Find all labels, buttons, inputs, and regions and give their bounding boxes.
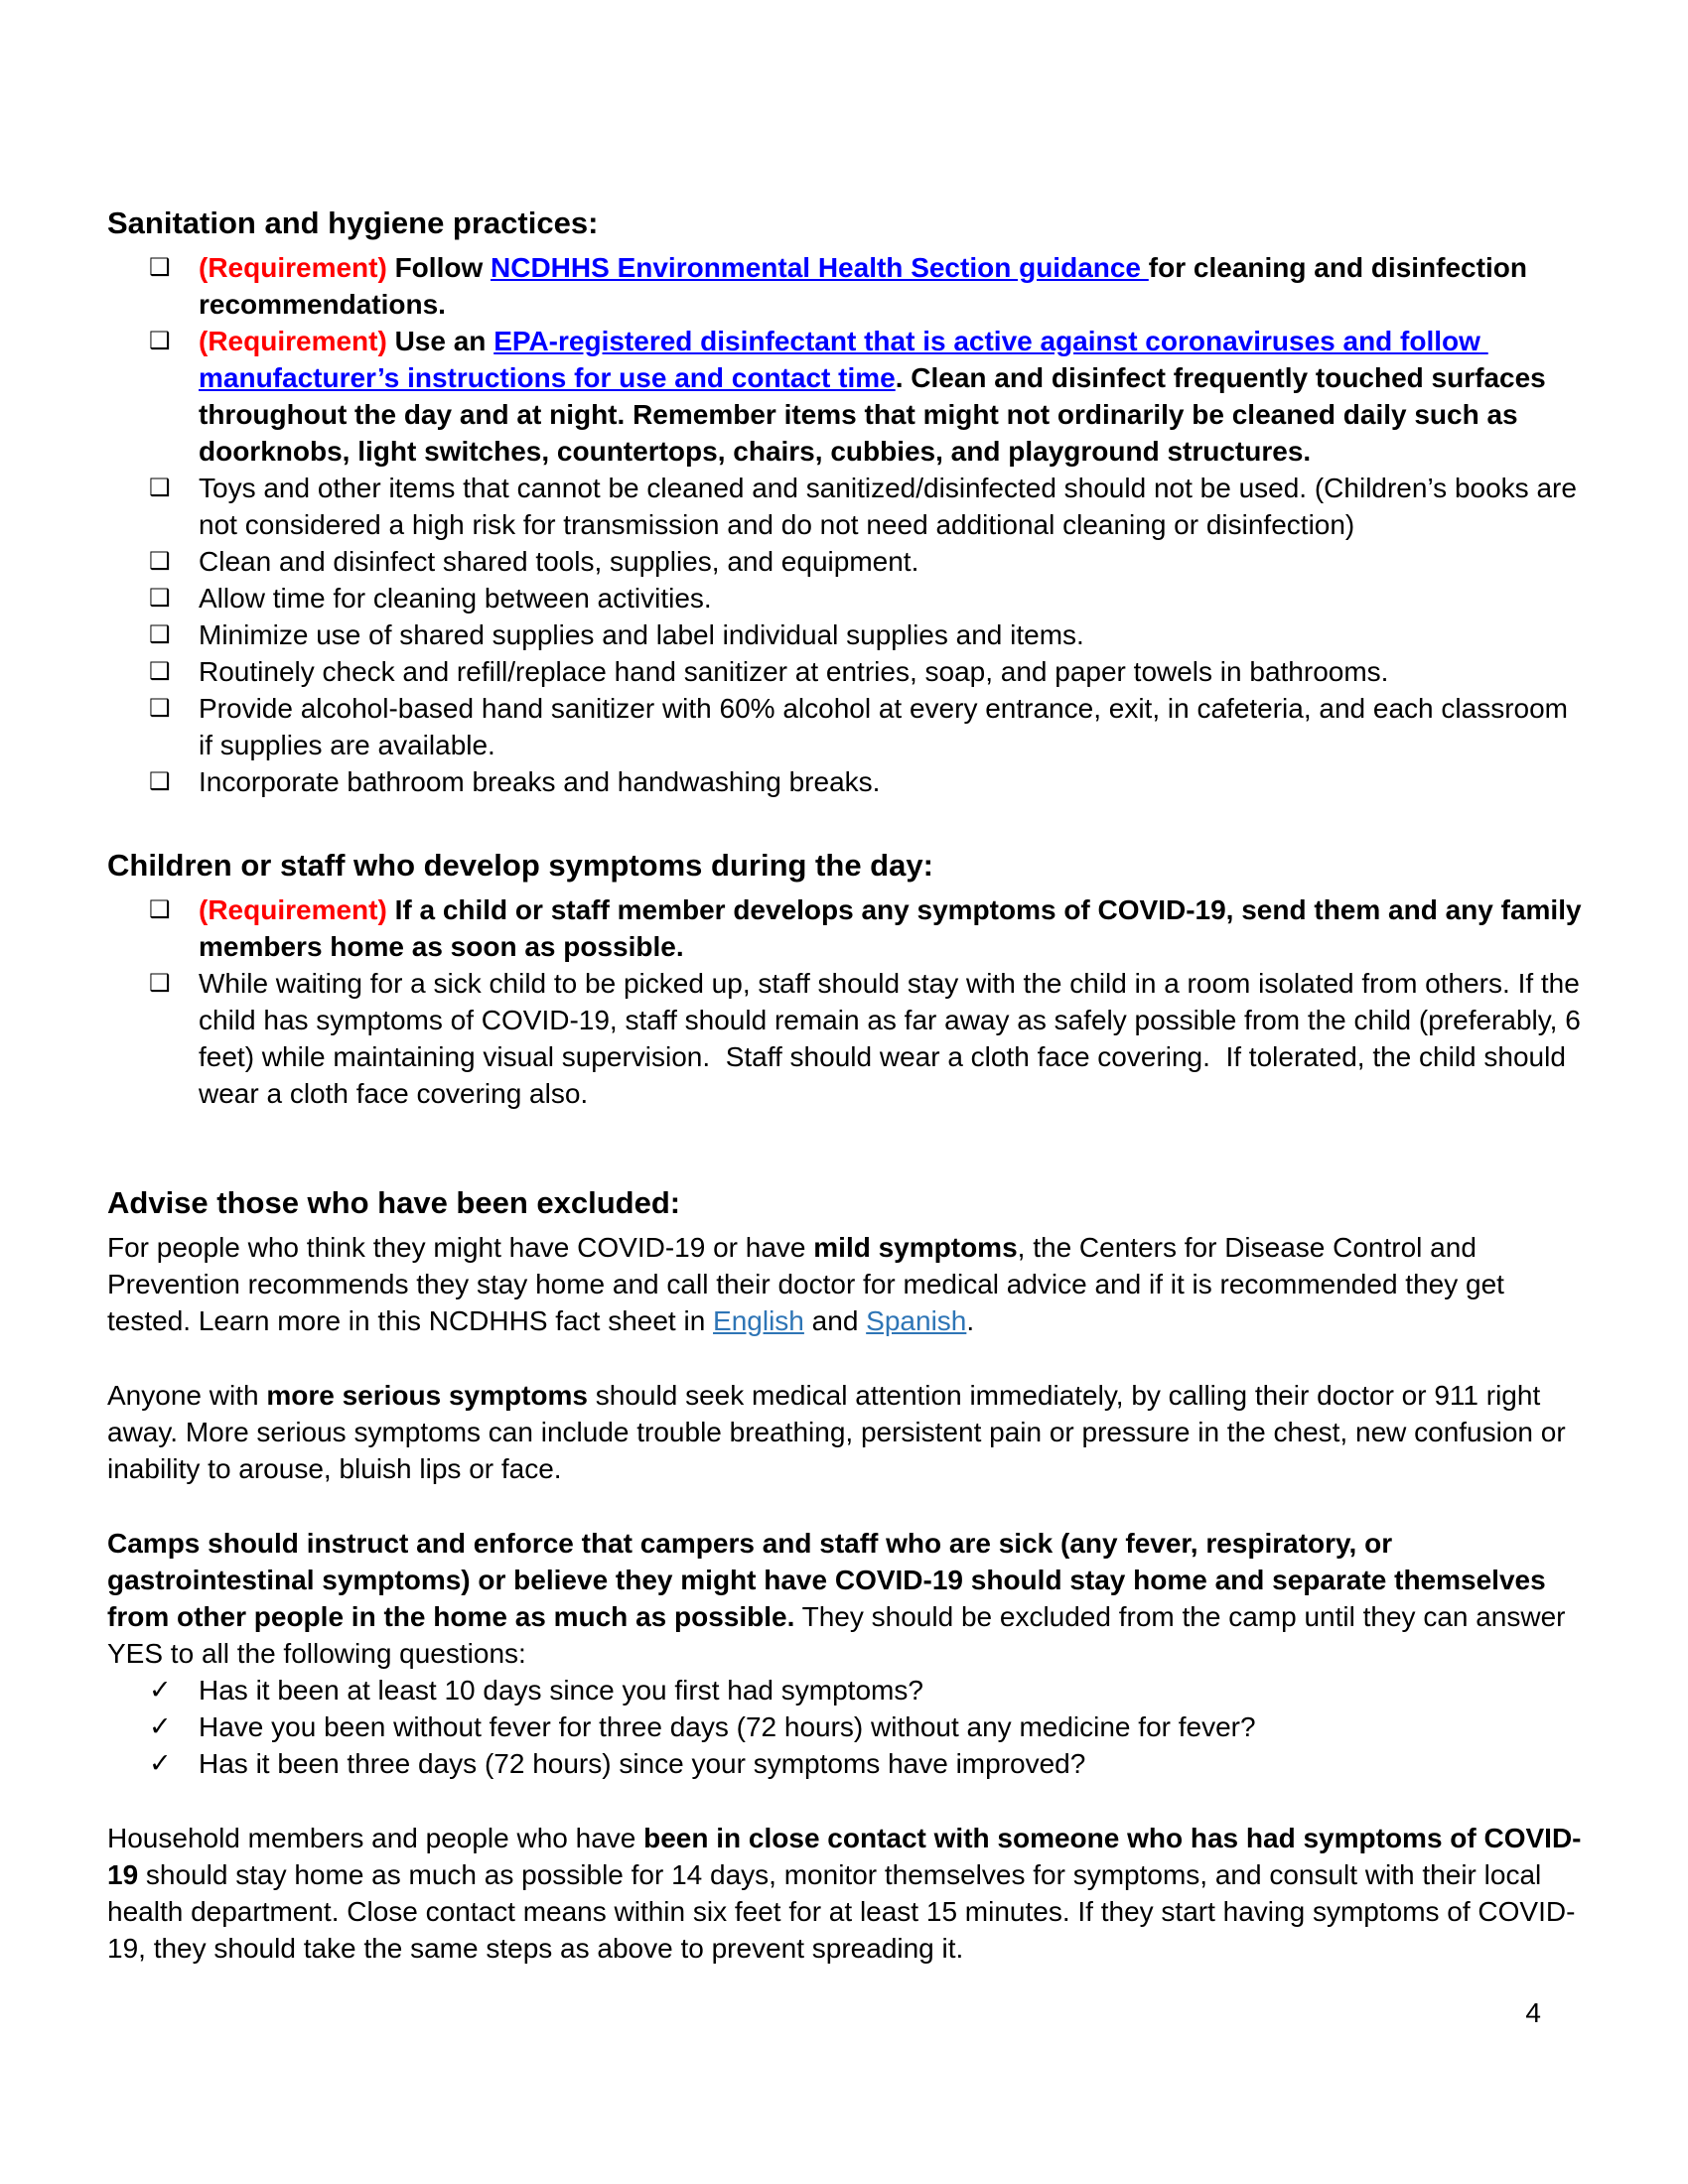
checkbox-icon: ❑ [149, 895, 171, 923]
list-item-text [199, 580, 1584, 616]
serious-symptoms-paragraph [107, 1377, 1584, 1487]
list-item [107, 470, 1584, 543]
list-item-text [199, 763, 1584, 800]
checkbox-icon: ❑ [149, 327, 171, 354]
text-segment: They should be excluded from the camp until they can answer YES to all the following questions: [107, 1601, 1573, 1669]
list-item-text [199, 690, 1584, 763]
text-segment: (Requirement) [199, 894, 395, 925]
text-segment: Toys and other items that cannot be cleaned and sanitized/disinfected should not be used. (Children’s books are not considered a high risk for transmission and do not need additional cleaning or disinfection) [199, 473, 1585, 540]
checkbox-icon: ❑ [149, 547, 171, 575]
text-segment: Has it been at least 10 days since you first had symptoms? [199, 1675, 923, 1706]
checkmark-icon: ✓ [149, 1748, 172, 1779]
symptoms-bullet-list [107, 891, 1590, 1112]
list-item-text [199, 891, 1590, 965]
checkbox-icon: ❑ [149, 253, 171, 281]
list-item-text [199, 653, 1584, 690]
checkbox-icon: ❑ [149, 620, 171, 648]
text-segment: Follow [394, 252, 492, 283]
checkmark-icon: ✓ [149, 1675, 172, 1706]
text-segment: more serious symptoms [266, 1380, 588, 1411]
checkbox-icon: ❑ [149, 474, 171, 501]
list-item-text [199, 543, 1584, 580]
text-segment: Have you been without fever for three days (72 hours) without any medicine for fever? [199, 1711, 1256, 1742]
sanitation-heading: Sanitation and hygiene practices: [107, 205, 599, 240]
list-item-text [199, 1672, 1584, 1708]
sanitation-bullet-list [107, 249, 1584, 800]
list-item [107, 965, 1589, 1112]
hyperlink[interactable]: NCDHHS Environmental Health Section guidance [491, 252, 1149, 283]
camps-instruct-paragraph [107, 1525, 1584, 1672]
list-item-text [199, 1708, 1584, 1745]
list-item-text [199, 249, 1584, 323]
text-segment: Routinely check and refill/replace hand sanitizer at entries, soap, and paper towels in bathrooms. [199, 656, 1389, 687]
mild-symptoms-paragraph [107, 1229, 1584, 1339]
text-segment: (Requirement) [199, 252, 395, 283]
list-item [107, 1745, 1584, 1782]
text-segment: should stay home as much as possible for 14 days, monitor themselves for symptoms, and consult with their local health department. Close contact means within six feet for at least 15 minutes. If they start having symptoms of COVID-19, they should take the same steps as above to prevent spreading it. [107, 1859, 1576, 1964]
list-item [107, 323, 1584, 470]
list-item [107, 543, 1584, 580]
list-item [107, 653, 1584, 690]
text-segment: While waiting for a sick child to be picked up, staff should stay with the child in a room isolated from others. If the child has symptoms of COVID-19, staff should remain as far away as safely possible from the child (preferably, 6 feet) while maintaining visual supervision. Staff should wear a cloth face covering. If tolerated, the child should wear a cloth face covering also. [199, 968, 1589, 1109]
text-segment: Household members and people who have [107, 1823, 644, 1853]
list-item [107, 580, 1584, 616]
text-segment: (Requirement) [199, 326, 395, 356]
checkbox-icon: ❑ [149, 694, 171, 722]
text-segment: Incorporate bathroom breaks and handwashing breaks. [199, 766, 881, 797]
text-segment: mild symptoms [813, 1232, 1018, 1263]
text-segment: Provide alcohol-based hand sanitizer with 60% alcohol at every entrance, exit, in cafeteria, and each classroom if supplies are available. [199, 693, 1576, 760]
text-segment: Minimize use of shared supplies and label individual supplies and items. [199, 619, 1084, 650]
text-segment: Clean and disinfect shared tools, supplies, and equipment. [199, 546, 919, 577]
text-segment: Use an [394, 326, 494, 356]
text-segment: For people who think they might have COVID-19 or have [107, 1232, 814, 1263]
text-segment: should seek medical attention immediately, by calling their doctor or 911 right away. More serious symptoms can include trouble breathing, persistent pain or pressure in the chest, new confusion or inability to arouse, bluish lips or face. [107, 1380, 1574, 1484]
text-segment: , the Centers for Disease Control and Prevention recommends they stay home and call their doctor for medical advice and if it is recommended they get tested. Learn more in this NCDHHS fact sheet in [107, 1232, 1512, 1336]
list-item [107, 249, 1584, 323]
list-item [107, 763, 1584, 800]
list-item-text [199, 323, 1584, 470]
text-segment: . Clean and disinfect frequently touched surfaces throughout the day and at night. Remember items that might not ordinarily be cleaned daily such as doorknobs, light switches, countertops, chairs, cubbies, and playground structures. [199, 362, 1554, 467]
list-item [107, 690, 1584, 763]
hyperlink[interactable]: Spanish [866, 1305, 967, 1336]
hyperlink[interactable]: English [713, 1305, 804, 1336]
text-segment: Camps should instruct and enforce that campers and staff who are sick (any fever, respiratory, or gastrointestinal symptoms) or believe they might have COVID-19 should stay home and separate themselves from other people in the home as much as possible. [107, 1528, 1554, 1632]
text-segment: Anyone with [107, 1380, 267, 1411]
page-content [107, 204, 1590, 1967]
list-item [107, 1708, 1584, 1745]
list-item [107, 1672, 1584, 1708]
checkbox-icon: ❑ [149, 657, 171, 685]
text-segment: and [803, 1305, 867, 1336]
list-item-text [199, 1745, 1584, 1782]
list-item [107, 891, 1590, 965]
text-segment: . [966, 1305, 975, 1336]
checkbox-icon: ❑ [149, 767, 171, 795]
household-members-paragraph [107, 1820, 1584, 1967]
checkmark-icon: ✓ [149, 1711, 172, 1742]
checkbox-icon: ❑ [149, 584, 171, 612]
page-number: 4 [1525, 1997, 1541, 2028]
symptoms-during-day-heading: Children or staff who develop symptoms during the day: [107, 848, 933, 883]
list-item-text [199, 616, 1584, 653]
text-segment: Allow time for cleaning between activities. [199, 583, 712, 614]
list-item [107, 616, 1584, 653]
text-segment: for cleaning and disinfection recommendations. [199, 252, 1535, 320]
list-item-text [199, 965, 1589, 1112]
list-item-text [199, 470, 1584, 543]
text-segment: been in close contact with someone who has had symptoms of COVID-19 [107, 1823, 1582, 1890]
hyperlink[interactable]: EPA-registered disinfectant that is active against coronaviruses and follow manufacturer’s instructions for use and contact time [199, 326, 1488, 393]
text-segment: If a child or staff member develops any symptoms of COVID-19, send them and any family members home as soon as possible. [199, 894, 1590, 962]
text-segment: Has it been three days (72 hours) since your symptoms have improved? [199, 1748, 1086, 1779]
checkbox-icon: ❑ [149, 969, 171, 997]
advise-excluded-heading: Advise those who have been excluded: [107, 1185, 681, 1220]
exclusion-questions-list [107, 1672, 1584, 1782]
